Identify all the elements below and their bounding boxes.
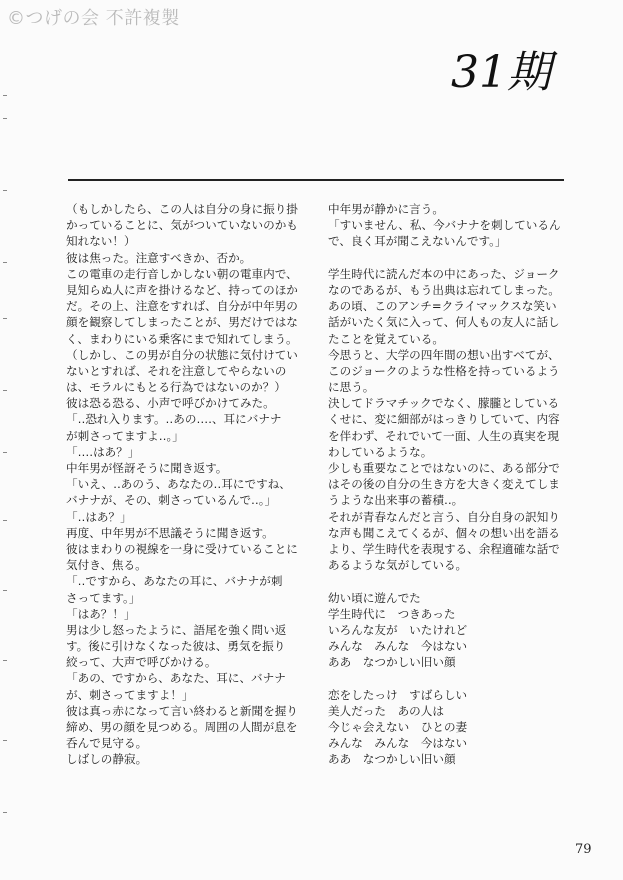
- text-line: それが青春なんだと言う、自分自身の訳知り: [328, 509, 560, 524]
- header-rule: [68, 179, 564, 181]
- text-line: より、学生時代を表現する、余程適確な話で: [328, 541, 560, 556]
- text-line: 少しも重要なことではないのに、ある部分で: [328, 461, 560, 475]
- text-line: しばしの静寂。: [66, 752, 148, 767]
- paragraph-gap: [328, 670, 574, 686]
- text-line: は、モラルにもとる行為ではないのか？）: [66, 380, 286, 395]
- text-line: 顔を観察してしまったことが、男だけではな: [66, 315, 298, 330]
- text-line: なのであるが、もう出典は忘れてしまった。: [328, 282, 560, 297]
- text-line: このジョークのような性格を持っているよう: [328, 363, 560, 378]
- text-line: 「あの、ですから、あなた、耳に、バナナ: [66, 671, 286, 686]
- text-line: す。後に引けなくなった彼は、勇気を振り: [66, 639, 286, 654]
- text-line: かっていることに、気がついていないのかも: [66, 218, 298, 233]
- text-line: 締め、男の顔を見つめる。周囲の人間が息を: [66, 720, 298, 734]
- text-line: みんな みんな 今はない: [328, 736, 468, 751]
- text-line: を伴わず、それでいて一面、人生の真実を現: [328, 428, 559, 443]
- text-line: ああ なつかしい旧い顔: [328, 655, 456, 670]
- text-line: 彼はまわりの視線を一身に受けていることに: [66, 541, 298, 556]
- text-line: 決してドラマチックでなく、朦朧としている: [328, 396, 560, 411]
- text-line: 絞って、大声で呼びかける。: [66, 655, 217, 670]
- text-line: だ。その上、注意をすれば、自分が中年男の: [66, 299, 298, 314]
- text-line: さってます。」: [66, 590, 141, 605]
- text-line: （もしかしたら、この人は自分の身に振り掛: [66, 202, 298, 216]
- text-line: で、良く耳が聞こえないんです。」: [328, 234, 507, 249]
- text-line: 幼い頃に遊んでた: [328, 590, 421, 605]
- text-line: が刺さってますよ‥。」: [66, 428, 184, 443]
- text-line: 「すいません、私、今バナナを刺しているん: [328, 218, 561, 233]
- text-line: 美人だった あの人は: [328, 703, 444, 718]
- text-line: 再度、中年男が不思議そうに聞き返す。: [66, 525, 274, 540]
- text-line: （しかし、この男が自分の状態に気付けてい: [66, 347, 298, 362]
- text-line: 中年男が静かに言う。: [328, 202, 444, 216]
- text-line: みんな みんな 今はない: [328, 639, 468, 654]
- text-line: 「‥ですから、あなたの耳に、バナナが刺: [66, 574, 283, 589]
- text-line: たことを覚えている。: [328, 331, 444, 346]
- text-line: わしているような。: [328, 444, 433, 459]
- text-line: 彼は恐る恐る、小声で呼びかけてみた。: [66, 396, 275, 411]
- text-line: 恋をしたっけ すばらしい: [328, 687, 468, 702]
- chapter-title: 31期: [451, 47, 551, 98]
- text-line: 中年男が怪訝そうに聞き返す。: [66, 461, 228, 475]
- text-line: な声も聞こえてくるが、個々の想い出を語る: [328, 525, 560, 540]
- text-line: く、まわりにいる乗客にまで知れてしまう。: [66, 331, 298, 346]
- text-line: ないとすれば、それを注意してやらないの: [66, 363, 287, 378]
- right-text-column: [328, 201, 574, 768]
- text-line: あの頃、このアンチ=クライマックスな笑い: [328, 299, 557, 314]
- text-line: 「‥恐れ入ります。‥あの‥‥、耳にバナナ: [66, 412, 282, 427]
- text-line: が、刺さってますよ！」: [66, 687, 194, 702]
- paragraph-gap: [328, 250, 574, 266]
- text-line: くせに、変に細部がはっきりしていて、内容: [328, 412, 560, 427]
- text-line: あるような気がしている。: [328, 558, 468, 573]
- text-line: 学生時代に つきあった: [328, 606, 456, 621]
- text-line: 今じゃ会えない ひとの妻: [328, 720, 468, 734]
- text-line: 彼は焦った。注意すべきか、否か。: [66, 250, 252, 265]
- text-line: うような出来事の蓄積‥。: [328, 493, 464, 508]
- text-line: いろんな友が いたけれど: [328, 622, 468, 637]
- copyright-watermark: ©つげの会 不許複製: [7, 8, 180, 29]
- text-line: 学生時代に読んだ本の中にあった、ジョーク: [328, 266, 560, 281]
- text-line: 「‥‥はあ？」: [66, 444, 140, 459]
- text-line: バナナが、その、刺さっているんで‥。」: [66, 493, 277, 508]
- text-line: 今思うと、大学の四年間の想い出すべてが、: [328, 347, 560, 362]
- text-line: 「‥はあ？」: [66, 509, 132, 524]
- text-line: 呑んで見守る。: [66, 736, 148, 751]
- paragraph-gap: [328, 573, 574, 589]
- text-line: この電車の走行音しかしない朝の電車内で、: [66, 266, 298, 281]
- text-line: 「いえ、‥あのう、あなたの‥耳にですね、: [66, 477, 291, 492]
- text-line: 男は少し怒ったように、語尾を強く問い返: [66, 622, 287, 637]
- text-line: 見知らぬ人に声を掛けるなど、持ってのほか: [66, 282, 298, 297]
- text-line: 知れない！）: [66, 234, 136, 249]
- text-line: ああ なつかしい旧い顔: [328, 752, 456, 767]
- text-line: に思う。: [328, 380, 375, 395]
- page-number: 79: [575, 842, 592, 857]
- left-text-column: [66, 201, 312, 768]
- text-line: はその後の自分の生き方を大きく変えてしま: [328, 477, 560, 492]
- text-line: 「はあ？！」: [66, 606, 136, 621]
- text-line: 彼は真っ赤になって言い終わると新聞を握り: [66, 703, 298, 718]
- text-line: 気付き、焦る。: [66, 558, 147, 573]
- text-line: 話がいたく気に入って、何人もの友人に話し: [328, 315, 560, 330]
